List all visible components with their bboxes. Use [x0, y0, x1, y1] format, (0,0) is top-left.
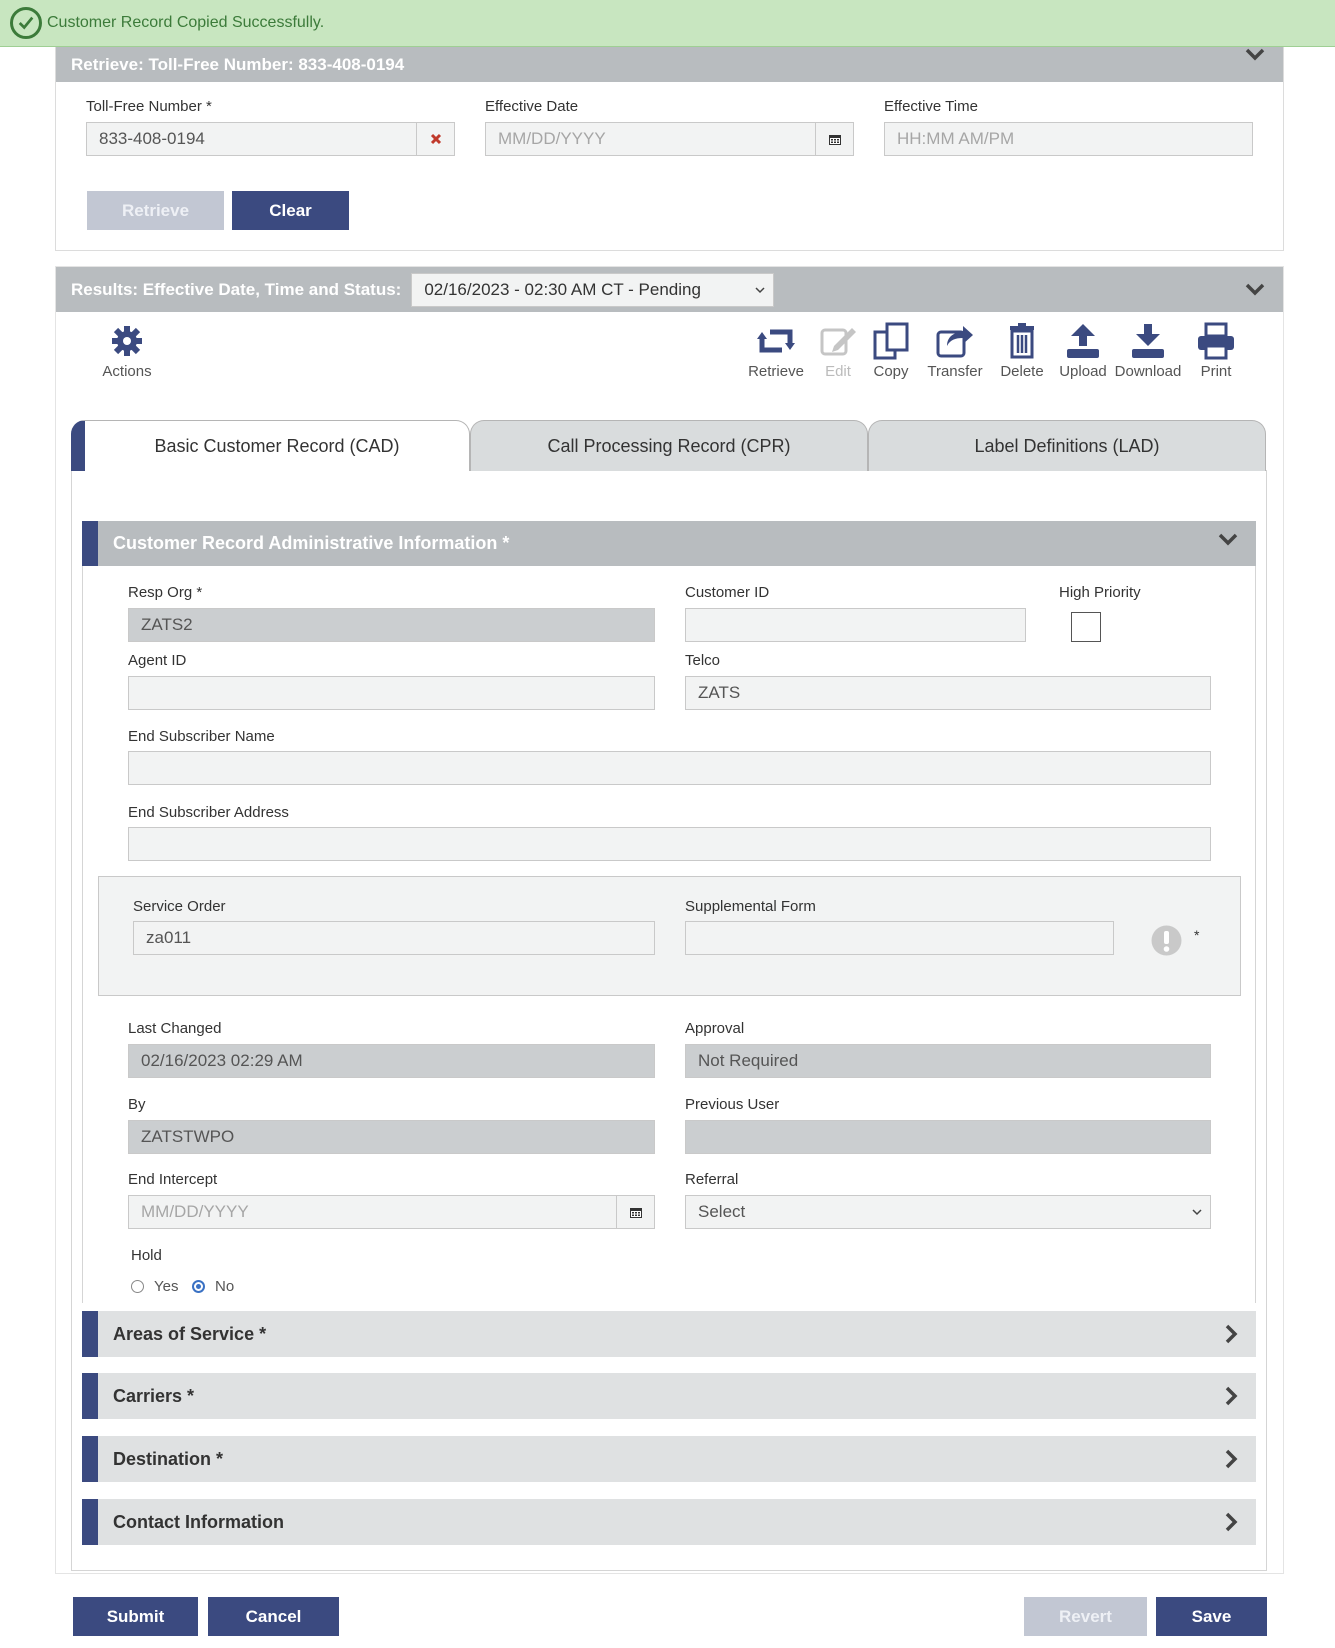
carriers-title: Carriers * — [113, 1385, 195, 1406]
supplemental-form-input[interactable] — [685, 921, 1114, 955]
chevron-down-icon[interactable] — [1245, 283, 1265, 297]
end-intercept-calendar-button[interactable] — [616, 1195, 655, 1229]
effective-time-label: Effective Time — [884, 98, 978, 115]
required-asterisk: * — [1194, 927, 1200, 943]
submit-button[interactable]: Submit — [73, 1597, 198, 1636]
copy-icon — [871, 322, 911, 360]
telco-input[interactable]: ZATS — [685, 676, 1211, 710]
referral-value: Select — [698, 1202, 746, 1221]
chevron-right-icon — [1224, 1512, 1238, 1532]
effective-time-input[interactable]: HH:MM AM/PM — [884, 122, 1253, 156]
edit-icon — [818, 322, 858, 360]
hold-yes-label: Yes — [154, 1278, 179, 1295]
actions-button[interactable] — [97, 322, 157, 380]
toolbar-edit-label: Edit — [825, 363, 851, 380]
destination-section[interactable] — [82, 1436, 1256, 1482]
hold-label: Hold — [131, 1247, 162, 1264]
success-toast — [0, 0, 1335, 47]
toolbar-print-label: Print — [1200, 363, 1232, 380]
results-panel-header[interactable] — [56, 267, 1283, 312]
toolbar-delete-button[interactable] — [995, 322, 1049, 380]
toolbar-delete-label: Delete — [1000, 363, 1044, 380]
contact-information-title: Contact Information — [113, 1511, 284, 1532]
areas-of-service-title: Areas of Service * — [113, 1323, 267, 1344]
toolbar-transfer-label: Transfer — [927, 363, 983, 380]
warning-icon — [1150, 924, 1183, 957]
toolbar-copy-label: Copy — [873, 363, 909, 380]
calendar-icon — [629, 1205, 643, 1219]
high-priority-label: High Priority — [1059, 584, 1141, 601]
supplemental-form-label: Supplemental Form — [685, 898, 816, 915]
chevron-down-icon[interactable] — [1245, 48, 1265, 62]
chevron-right-icon — [1224, 1324, 1238, 1344]
agent-id-input[interactable] — [128, 676, 655, 710]
previous-user-input[interactable] — [685, 1120, 1211, 1154]
tfn-label: Toll-Free Number * — [86, 98, 212, 115]
previous-user-label: Previous User — [685, 1096, 780, 1113]
effective-date-calendar-button[interactable] — [815, 122, 854, 156]
effective-status-value: 02/16/2023 - 02:30 AM CT - Pending — [424, 279, 701, 299]
toolbar-download-button[interactable] — [1111, 322, 1185, 380]
toast-message: Customer Record Copied Successfully. — [47, 14, 325, 31]
calendar-icon — [828, 132, 842, 146]
toolbar-upload-button[interactable] — [1057, 322, 1109, 380]
retweet-icon — [756, 322, 796, 360]
chevron-right-icon — [1224, 1449, 1238, 1469]
service-order-label: Service Order — [133, 898, 226, 915]
cancel-button[interactable]: Cancel — [208, 1597, 339, 1636]
resp-org-label: Resp Org * — [128, 584, 203, 601]
actions-label: Actions — [102, 363, 152, 380]
effective-date-label: Effective Date — [485, 98, 579, 115]
by-input[interactable]: ZATSTWPO — [128, 1120, 655, 1154]
tab-lad[interactable]: Label Definitions (LAD) — [868, 420, 1266, 471]
customer-id-label: Customer ID — [685, 584, 770, 601]
chevron-right-icon — [1224, 1386, 1238, 1406]
end-subscriber-address-label: End Subscriber Address — [128, 804, 289, 821]
resp-org-input[interactable]: ZATS2 — [128, 608, 655, 642]
toolbar-edit-button[interactable] — [818, 322, 858, 380]
customer-id-input[interactable] — [685, 608, 1026, 642]
referral-label: Referral — [685, 1171, 739, 1188]
chevron-down-icon — [755, 287, 765, 294]
last-changed-label: Last Changed — [128, 1020, 222, 1037]
toolbar-retrieve-label: Retrieve — [748, 363, 804, 380]
chevron-down-icon[interactable] — [1218, 533, 1238, 547]
toolbar-download-label: Download — [1114, 363, 1182, 380]
approval-label: Approval — [685, 1020, 745, 1037]
carriers-section[interactable] — [82, 1373, 1256, 1419]
retrieve-panel-title: Retrieve: Toll-Free Number: 833-408-0194 — [71, 55, 405, 74]
trash-icon — [1002, 322, 1042, 360]
toolbar-retrieve-button[interactable] — [745, 322, 807, 380]
toolbar-copy-button[interactable] — [868, 322, 914, 380]
check-circle-icon — [10, 7, 42, 39]
tab-cad[interactable]: Basic Customer Record (CAD) — [71, 420, 470, 471]
end-subscriber-name-label: End Subscriber Name — [128, 728, 275, 745]
hold-no-label: No — [215, 1278, 235, 1295]
share-icon — [935, 322, 975, 360]
last-changed-input[interactable]: 02/16/2023 02:29 AM — [128, 1044, 655, 1078]
contact-information-section[interactable] — [82, 1499, 1256, 1545]
gear-icon — [107, 322, 147, 360]
upload-icon — [1063, 322, 1103, 360]
admin-section-header[interactable] — [82, 521, 1256, 566]
toolbar-upload-label: Upload — [1059, 363, 1107, 380]
toolbar-transfer-button[interactable] — [925, 322, 985, 380]
end-intercept-input[interactable]: MM/DD/YYYY — [128, 1195, 617, 1229]
revert-button[interactable]: Revert — [1024, 1597, 1147, 1636]
end-subscriber-address-input[interactable] — [128, 827, 1211, 861]
high-priority-checkbox[interactable] — [1071, 612, 1101, 642]
download-icon — [1128, 322, 1168, 360]
save-button[interactable]: Save — [1156, 1597, 1267, 1636]
clear-tfn-button[interactable] — [416, 122, 455, 156]
effective-status-select[interactable] — [411, 273, 774, 307]
telco-label: Telco — [685, 652, 721, 669]
chevron-down-icon — [1192, 1209, 1202, 1216]
hold-yes-radio[interactable] — [131, 1280, 144, 1293]
hold-no-radio[interactable] — [192, 1280, 205, 1293]
results-panel-title: Results: Effective Date, Time and Status: — [71, 279, 402, 299]
printer-icon — [1196, 322, 1236, 360]
tfn-input[interactable]: 833-408-0194 — [86, 122, 417, 156]
end-intercept-label: End Intercept — [128, 1171, 218, 1188]
referral-select[interactable] — [685, 1195, 1211, 1229]
areas-of-service-section[interactable] — [82, 1311, 1256, 1357]
service-order-input[interactable]: za011 — [133, 921, 655, 955]
end-subscriber-name-input[interactable] — [128, 751, 1211, 785]
agent-id-label: Agent ID — [128, 652, 187, 669]
effective-date-input[interactable]: MM/DD/YYYY — [485, 122, 816, 156]
close-icon — [430, 133, 442, 145]
retrieve-button[interactable]: Retrieve — [87, 191, 224, 230]
admin-section-title: Customer Record Administrative Information * — [113, 533, 510, 553]
destination-title: Destination * — [113, 1448, 224, 1469]
toolbar-print-button[interactable] — [1195, 322, 1237, 380]
approval-input[interactable]: Not Required — [685, 1044, 1211, 1078]
by-label: By — [128, 1096, 146, 1113]
clear-button[interactable]: Clear — [232, 191, 349, 230]
tab-cpr[interactable]: Call Processing Record (CPR) — [470, 420, 868, 471]
